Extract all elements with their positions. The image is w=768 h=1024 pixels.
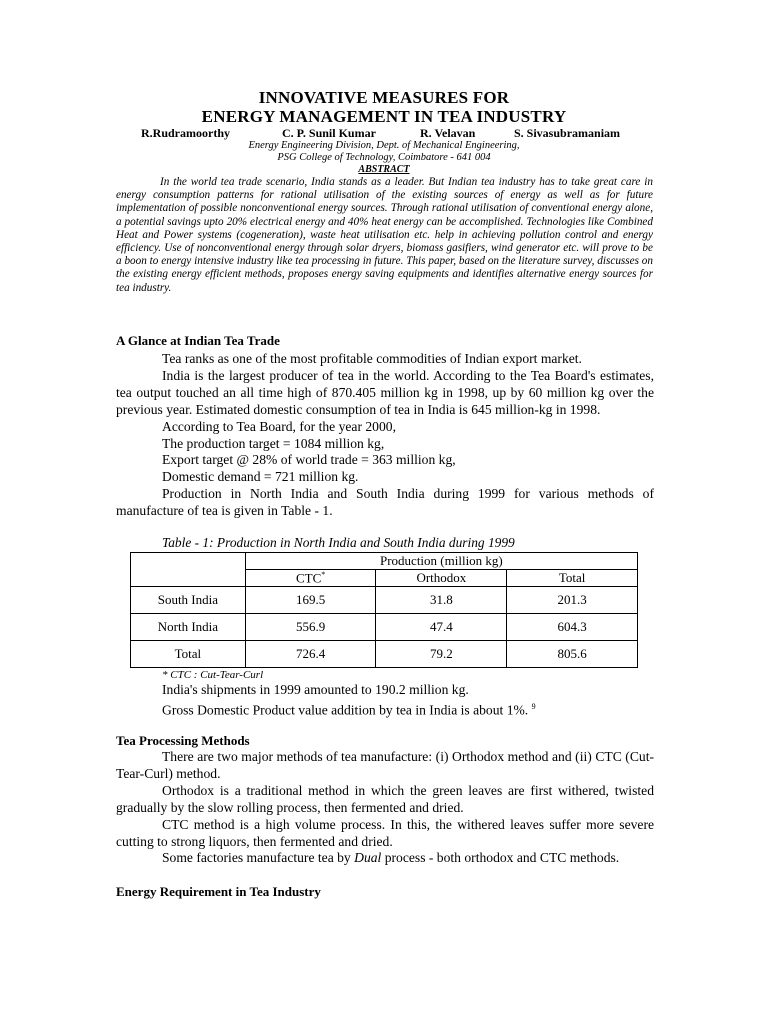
table-footnote: * CTC : Cut-Tear-Curl — [162, 669, 264, 681]
paragraph: Orthodox is a traditional method in which the green leaves are first withered, twisted gradually by the slow rolling process, then fermented and dried. — [116, 782, 654, 815]
author-1: R.Rudramoorthy — [141, 126, 230, 140]
region-cell: Total — [131, 641, 246, 668]
text-line: Export target @ 28% of world trade = 363 million kg, — [162, 452, 456, 468]
region-cell: South India — [131, 587, 246, 614]
dual-text-after: process - both orthodox and CTC methods. — [381, 850, 620, 866]
dual-text-before: Some factories manufacture tea by — [162, 850, 355, 866]
text-line: According to Tea Board, for the year 2000, — [162, 418, 396, 434]
paragraph: CTC method is a high volume process. In this, the withered leaves suffer more severe cutting to strong liquors, then fermented and dried. — [116, 816, 654, 849]
text-line — [116, 699, 654, 719]
after-table-text — [116, 682, 654, 719]
author-3: R. Velavan — [420, 126, 476, 140]
dual-emphasis: Dual — [354, 850, 382, 866]
table-row — [131, 641, 638, 668]
section-heading-tea-trade: A Glance at Indian Tea Trade — [116, 333, 280, 348]
abstract-text: In the world tea trade scenario, India stands as a leader. But Indian tea industry has to take great care in energy consumption patterns for rational utilisation of the existing sources of energy as well as for future implementation of possible nonconventional energy sources. Through rational utilisation of conventional energy alone, a potential savings upto 20% electrical energy and 40% heat energy can be accomplished. Technologies like Combined Heat and Power systems (cogeneration), waste heat utilisation etc. help in achieving pollution control and energy efficiency. Use of nonconventional energy through solar dryers, biomass gasifiers, wind generator etc. will prove to be a boon to energy intensive industry like tea processing in future. This paper, based on the literature survey, discusses on the existing energy efficient methods, proposes energy saving equipments and identifies alternative energy sources for tea industry. — [116, 176, 653, 294]
text-line: India's shipments in 1999 amounted to 190.2 million kg. — [162, 682, 469, 697]
paragraph: There are two major methods of tea manufacture: (i) Orthodox method and (ii) CTC (Cut-Tear-Curl) method. — [116, 749, 654, 781]
section-heading-processing: Tea Processing Methods — [116, 733, 250, 748]
region-cell: North India — [131, 614, 246, 641]
text-line: The production target = 1084 million kg, — [162, 435, 385, 451]
ctc-cell: 556.9 — [245, 614, 376, 641]
title-line-2: ENERGY MANAGEMENT IN TEA INDUSTRY — [201, 107, 567, 126]
production-table — [130, 552, 638, 668]
author-2: C. P. Sunil Kumar — [282, 126, 376, 140]
column-header-ctc — [245, 570, 376, 587]
table-row — [131, 587, 638, 614]
table-corner-cell — [131, 553, 246, 587]
column-header-orthodox: Orthodox — [376, 570, 507, 587]
affiliation-line-1: Energy Engineering Division, Dept. of Mechanical Engineering, — [248, 140, 520, 151]
affiliation-line-2: PSG College of Technology, Coimbatore - 641 004 — [277, 152, 491, 163]
table-group-header: Production (million kg) — [245, 553, 637, 570]
section-processing-body — [116, 749, 654, 867]
total-cell: 201.3 — [507, 587, 638, 614]
total-cell: 604.3 — [507, 614, 638, 641]
orthodox-cell: 79.2 — [376, 641, 507, 668]
text-line: Domestic demand = 721 million kg. — [162, 469, 359, 485]
total-cell: 805.6 — [507, 641, 638, 668]
paragraph: India is the largest producer of tea in the world. According to the Tea Board's estimates, tea output touched an all time high of 870.405 million kg in 1998, up by 60 million kg over the previous year. Estimated domestic consumption of tea in India is 645 million-kg in 1998. — [116, 367, 654, 417]
section-tea-trade-body — [116, 351, 654, 520]
table-caption: Table - 1: Production in North India and South India during 1999 — [162, 535, 515, 550]
ctc-cell: 169.5 — [245, 587, 376, 614]
paragraph: Tea ranks as one of the most profitable commodities of Indian export market. — [162, 351, 582, 366]
orthodox-cell: 47.4 — [376, 614, 507, 641]
gdp-text: Gross Domestic Product value addition by tea in India is about 1%. — [162, 702, 529, 718]
reference-mark: 9 — [531, 701, 536, 711]
paragraph — [116, 850, 654, 867]
author-4: S. Sivasubramaniam — [514, 126, 621, 140]
section-heading-energy: Energy Requirement in Tea Industry — [116, 884, 321, 899]
table-header-row — [131, 553, 638, 570]
column-header-ctc-label: CTC — [295, 570, 322, 586]
orthodox-cell: 31.8 — [376, 587, 507, 614]
table-row — [131, 614, 638, 641]
column-header-total: Total — [507, 570, 638, 587]
abstract-heading: ABSTRACT — [358, 164, 410, 175]
ctc-footnote-mark: * — [321, 570, 326, 579]
paragraph: Production in North India and South India during 1999 for various methods of manufacture of tea is given in Table - 1. — [116, 486, 654, 519]
title-line-1: INNOVATIVE MEASURES FOR — [258, 88, 510, 107]
ctc-cell: 726.4 — [245, 641, 376, 668]
